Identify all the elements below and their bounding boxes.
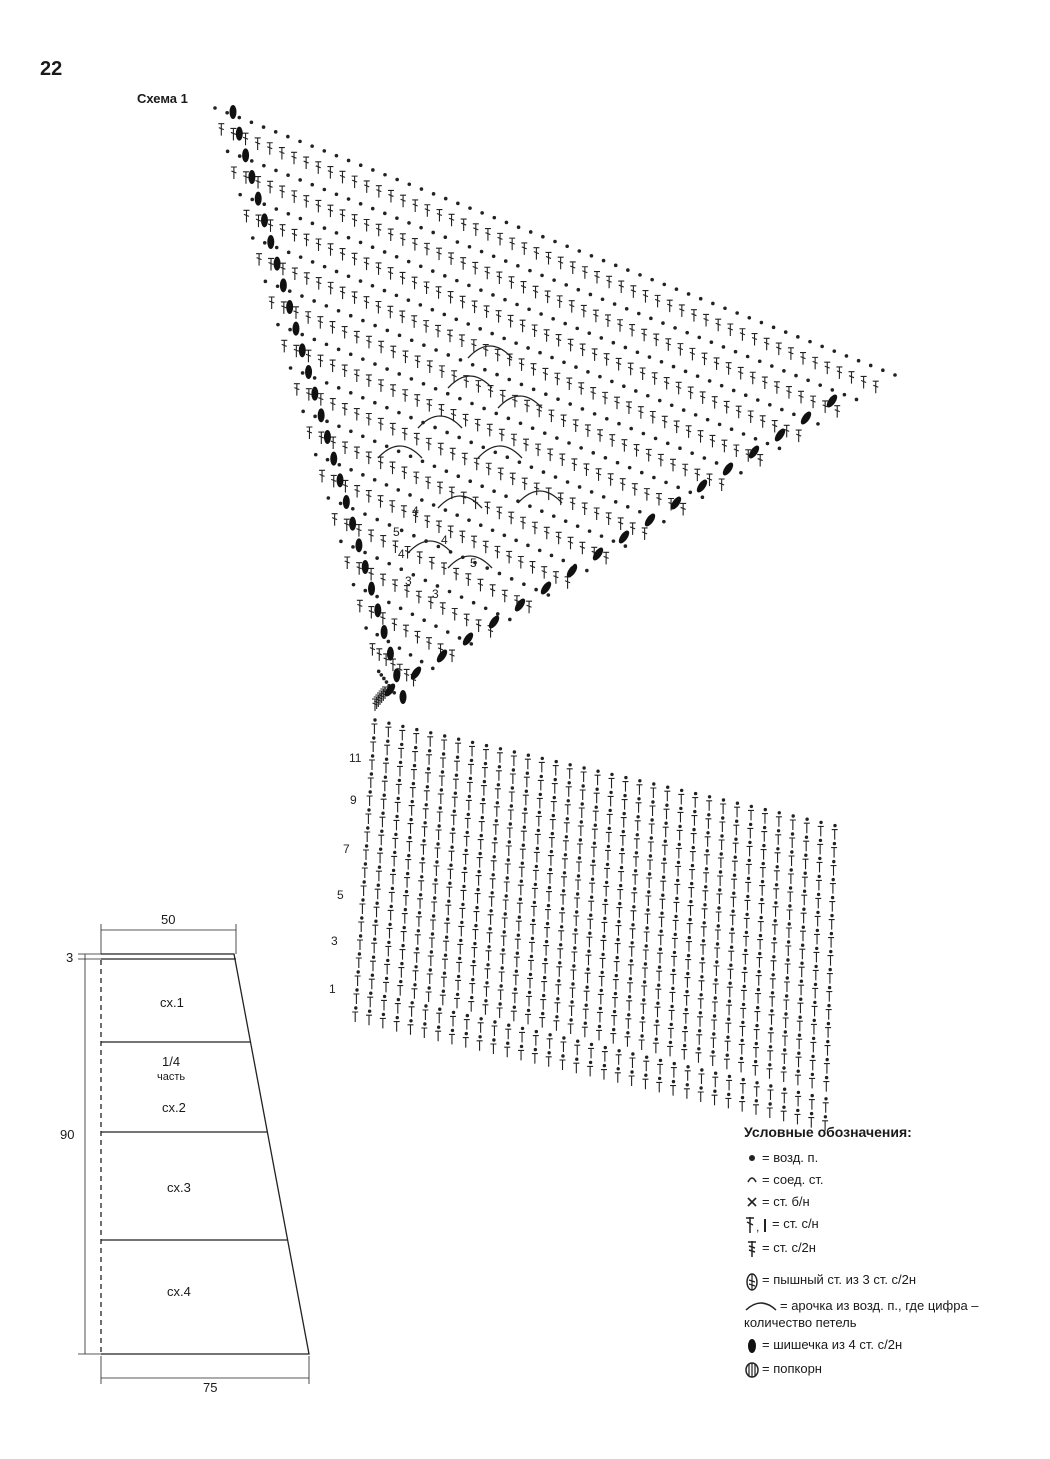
arc-count-label: 5 — [393, 525, 400, 539]
slip-stitch-icon — [744, 1172, 760, 1186]
scheme-title: Схема 1 — [137, 91, 188, 106]
row-number-label: 3 — [331, 934, 338, 948]
schematic-outline — [101, 954, 309, 1354]
schematic-bottom-width: 75 — [203, 1380, 218, 1395]
legend-item: = арочка из возд. п., где цифра – — [744, 1298, 1044, 1314]
row-number-label: 1 — [329, 982, 336, 996]
page-number: 22 — [40, 58, 63, 80]
row-number-label: 7 — [343, 842, 350, 856]
dot-icon — [744, 1150, 760, 1164]
legend-item: = пышный ст. из 3 ст. с/2н — [744, 1272, 1044, 1292]
bobble-icon — [744, 1337, 760, 1355]
arc-count-label: 3 — [405, 574, 412, 588]
legend-item: , = ст. с/н — [744, 1216, 1044, 1234]
row-number-label: 11 — [349, 751, 362, 765]
arc-count-label: 4 — [441, 533, 448, 547]
svg-text:,: , — [756, 1220, 760, 1235]
popcorn-icon — [744, 1361, 760, 1379]
legend-item: = попкорн — [744, 1361, 1044, 1379]
legend-title: Условные обозначения: — [744, 1124, 912, 1140]
schematic-section-4: сх.4 — [167, 1284, 191, 1299]
schematic-band-height: 3 — [66, 950, 74, 965]
arc-count-label: 4 — [398, 547, 405, 561]
legend-item: = ст. б/н — [744, 1194, 1044, 1210]
row-number-label: 9 — [350, 793, 357, 807]
schematic-section-part: часть — [157, 1071, 186, 1083]
arc-count-label: 3 — [432, 587, 439, 601]
sc-icon — [744, 1194, 760, 1208]
arc-icon — [744, 1298, 778, 1312]
legend-item: количество петель — [744, 1314, 857, 1330]
schematic-section-2: сх.2 — [162, 1100, 186, 1115]
schematic-total-height: 90 — [60, 1127, 75, 1142]
schematic-section-3: сх.3 — [167, 1180, 191, 1195]
legend-item: = ст. с/2н — [744, 1240, 1044, 1258]
row-number-label: 5 — [337, 888, 344, 902]
schematic-section-quarter: 1/4 — [162, 1054, 181, 1069]
dc-icon — [744, 1216, 770, 1234]
legend — [744, 1124, 1044, 1385]
puff-icon — [744, 1272, 760, 1292]
legend-item: = возд. п. — [744, 1150, 1044, 1166]
legend-item: = шишечка из 4 ст. с/2н — [744, 1337, 1044, 1355]
schematic-section-1: сх.1 — [160, 995, 184, 1010]
schematic-top-width: 50 — [161, 912, 176, 927]
arc-count-label: 5 — [470, 556, 477, 570]
arc-count-label: 4 — [412, 504, 419, 518]
tc-icon — [744, 1240, 760, 1258]
legend-item: = соед. ст. — [744, 1172, 1044, 1188]
